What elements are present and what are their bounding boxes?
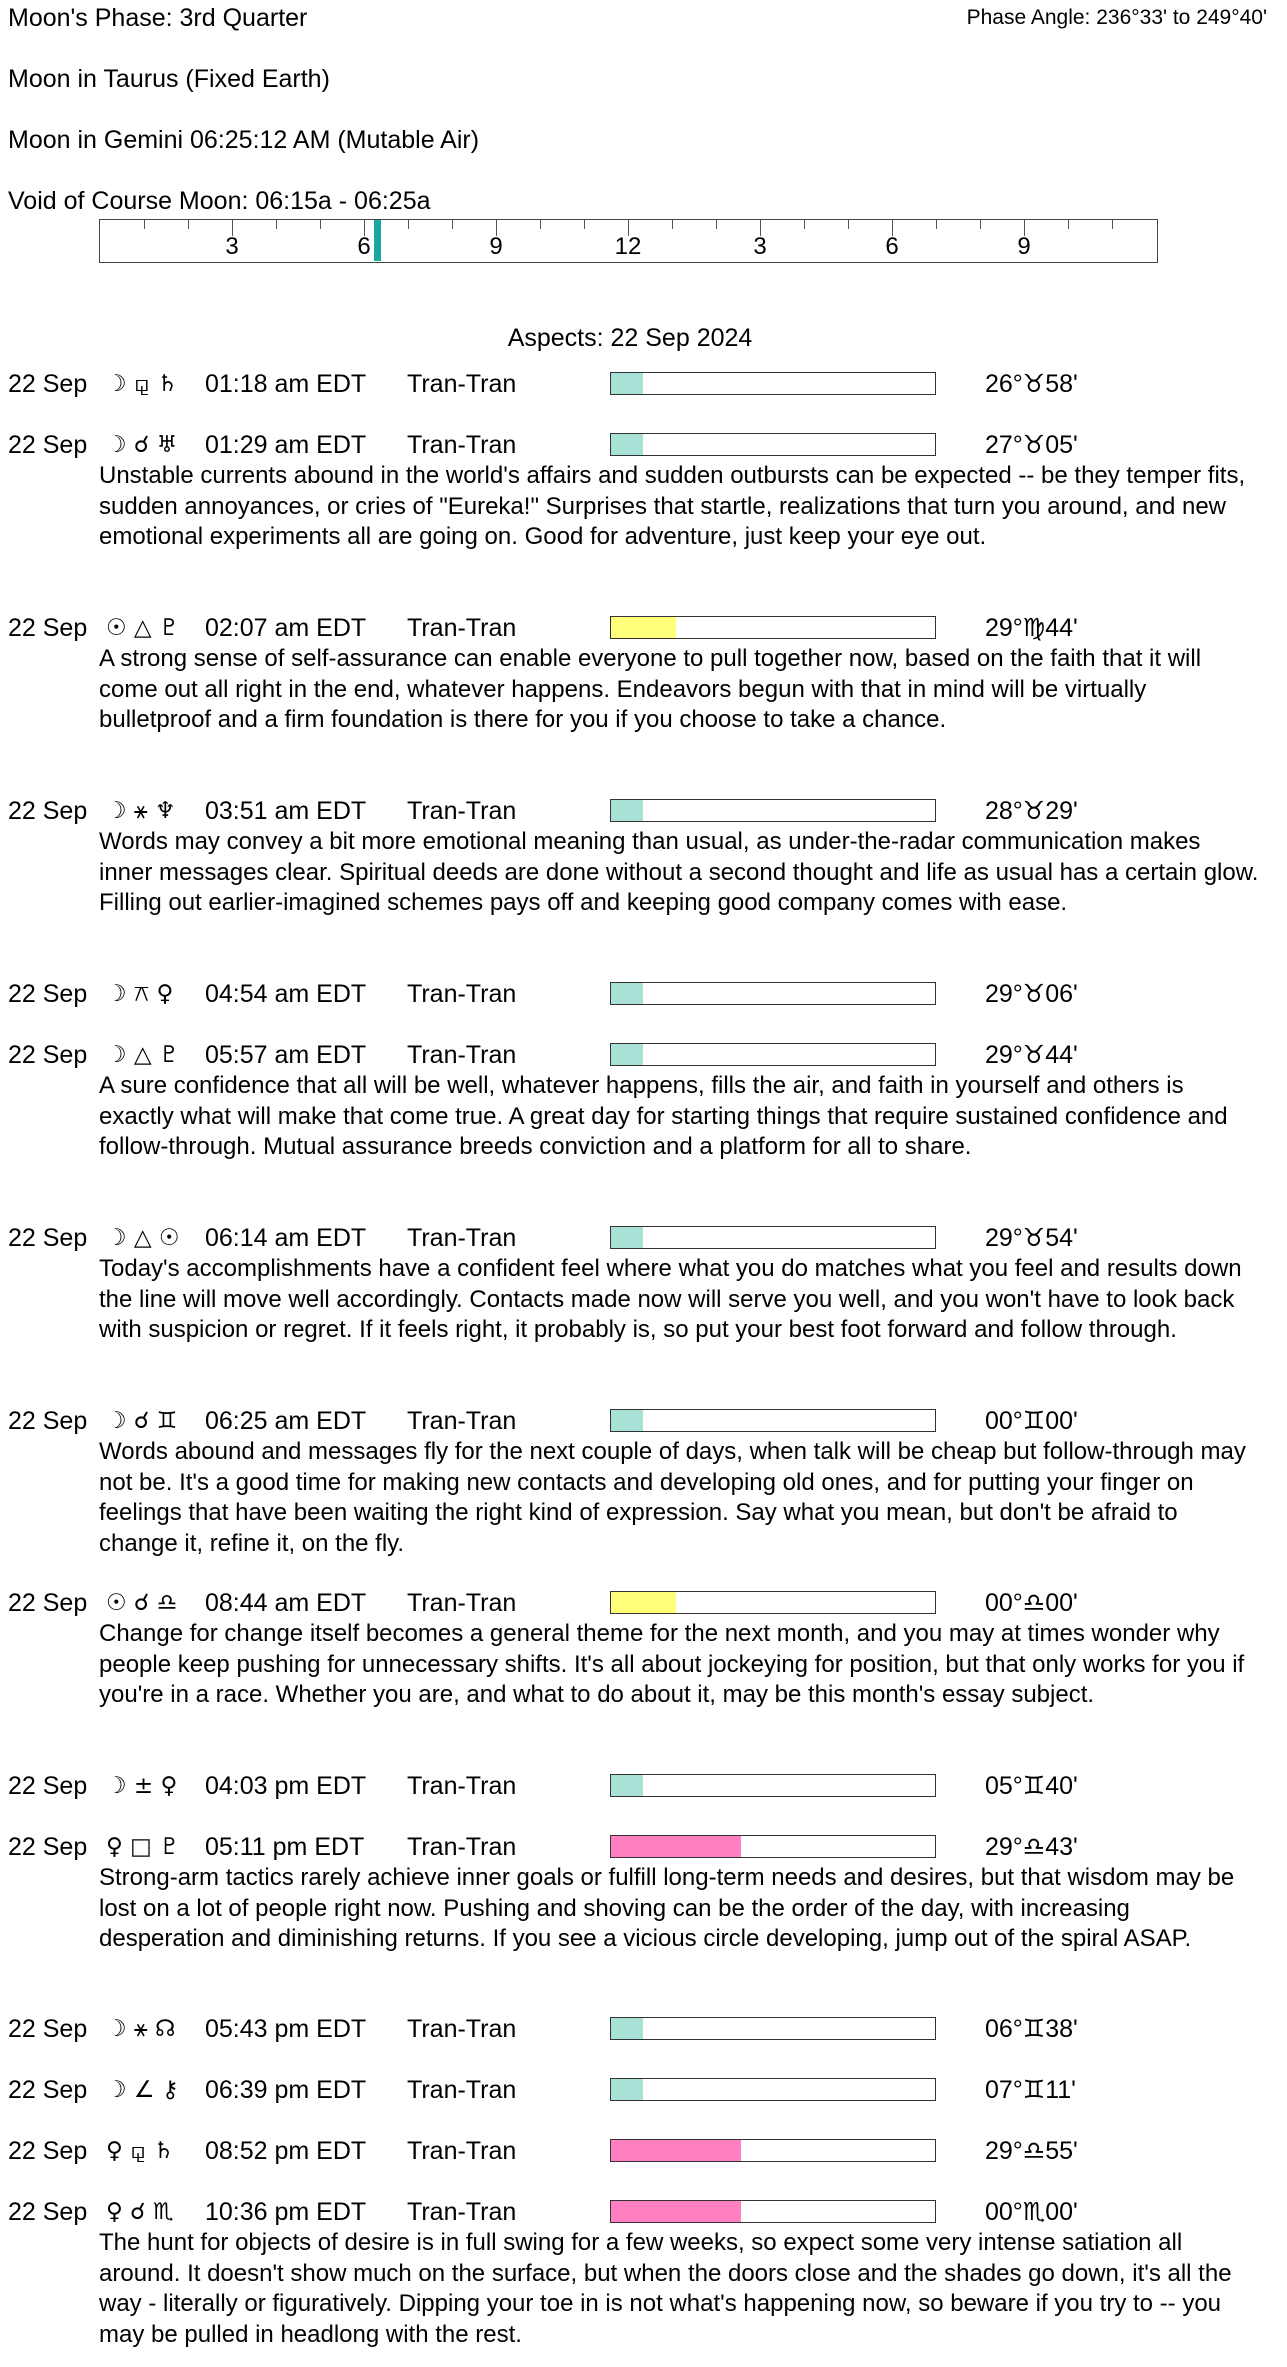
aspect-date: 22 Sep <box>8 797 88 825</box>
aspect-position: 29°♉06' <box>985 980 1078 1008</box>
aspect-row <box>0 2135 1287 2167</box>
aspect-position: 05°♊40' <box>985 1772 1078 1800</box>
aspect-entry <box>0 612 1287 736</box>
strength-bar <box>610 372 936 395</box>
aspect-position: 00°♏00' <box>985 2198 1078 2226</box>
aspect-type: Tran-Tran <box>407 1224 517 1252</box>
timeline-tick <box>1112 220 1113 229</box>
aspect-entry <box>0 1222 1287 1346</box>
aspect-type: Tran-Tran <box>407 1772 517 1800</box>
strength-bar <box>610 433 936 456</box>
strength-bar <box>610 1774 936 1797</box>
aspect-entry <box>0 1039 1287 1163</box>
aspect-time: 03:51 am EDT <box>205 797 367 825</box>
aspect-type: Tran-Tran <box>407 1407 517 1435</box>
aspect-glyph-icon: ☽ ⚻ ♀ <box>106 981 174 1007</box>
aspect-type: Tran-Tran <box>407 1833 517 1861</box>
aspect-time: 04:03 pm EDT <box>205 1772 367 1800</box>
aspect-entry <box>0 2135 1287 2167</box>
aspect-glyph-icon: ☽ △ ♇ <box>106 1042 180 1068</box>
aspect-date: 22 Sep <box>8 2198 88 2226</box>
strength-bar <box>610 1591 936 1614</box>
aspect-date: 22 Sep <box>8 980 88 1008</box>
strength-bar-fill <box>611 434 643 455</box>
aspect-date: 22 Sep <box>8 1407 88 1435</box>
aspect-description: Change for change itself becomes a general theme for the next month, and you may at times wonder why people keep pushing for unnecessary shifts. It's all about jockeying for position, but that only works for you if you're in a race. Whether you are, and what to do about it, may be this month's essay subject. <box>99 1620 1245 1708</box>
aspect-type: Tran-Tran <box>407 2137 517 2165</box>
timeline-tick <box>980 220 981 229</box>
aspect-glyph-icon: ☽ ☌ ♅ <box>106 432 178 458</box>
timeline-tick <box>188 220 189 229</box>
aspect-entry <box>0 2013 1287 2045</box>
aspect-type: Tran-Tran <box>407 370 517 398</box>
aspect-type: Tran-Tran <box>407 614 517 642</box>
timeline-tick <box>452 220 453 229</box>
aspect-position: 29°♎43' <box>985 1833 1078 1861</box>
aspect-position: 07°♊11' <box>985 2076 1076 2104</box>
aspect-date: 22 Sep <box>8 2137 88 2165</box>
aspect-description: Unstable currents abound in the world's affairs and sudden outbursts can be expected -- be they temper fits, sudden annoyances, or cries of "Eureka!" Surprises that startle, realizations that turn you around, and new emotional experiments all are going on. Good for adventure, just keep your eye out. <box>99 462 1246 550</box>
aspect-time: 05:57 am EDT <box>205 1041 367 1069</box>
aspect-position: 06°♊38' <box>985 2015 1078 2043</box>
aspect-entry <box>0 368 1287 400</box>
aspect-type: Tran-Tran <box>407 2198 517 2226</box>
aspect-row <box>0 1770 1287 1802</box>
aspect-row <box>0 1222 1287 1254</box>
strength-bar <box>610 1835 936 1858</box>
strength-bar-fill <box>611 1227 643 1248</box>
aspect-time: 06:39 pm EDT <box>205 2076 367 2104</box>
strength-bar-fill <box>611 1044 643 1065</box>
aspect-date: 22 Sep <box>8 370 88 398</box>
aspect-entry <box>0 1405 1287 1559</box>
aspect-description: Words abound and messages fly for the next couple of days, when talk will be cheap but follow-through may not be. It's a good time for making new contacts and developing old ones, and for putting your finger on feelings that have been waiting the right kind of expression. Say what you mean, but don't be afraid to change it, refine it, on the fly. <box>99 1438 1246 1557</box>
aspect-type: Tran-Tran <box>407 2076 517 2104</box>
aspect-row <box>0 2196 1287 2228</box>
aspect-row <box>0 2074 1287 2106</box>
aspect-time: 02:07 am EDT <box>205 614 367 642</box>
strength-bar-fill <box>611 1775 643 1796</box>
strength-bar-fill <box>611 1592 676 1613</box>
moon-phase: Moon's Phase: 3rd Quarter <box>8 4 308 32</box>
void-of-course: Void of Course Moon: 06:15a - 06:25a <box>8 187 431 215</box>
aspect-entry <box>0 2074 1287 2106</box>
aspect-position: 29°♎55' <box>985 2137 1078 2165</box>
aspect-type: Tran-Tran <box>407 797 517 825</box>
strength-bar <box>610 1226 936 1249</box>
timeline-label: 3 <box>225 233 239 260</box>
timeline-tick <box>320 220 321 229</box>
aspect-date: 22 Sep <box>8 1772 88 1800</box>
aspect-row <box>0 978 1287 1010</box>
aspect-entry <box>0 978 1287 1010</box>
aspect-date: 22 Sep <box>8 1833 88 1861</box>
aspect-date: 22 Sep <box>8 2015 88 2043</box>
timeline-label: 6 <box>885 233 899 260</box>
strength-bar <box>610 799 936 822</box>
aspect-type: Tran-Tran <box>407 431 517 459</box>
moon-sign-gemini: Moon in Gemini 06:25:12 AM (Mutable Air) <box>8 126 480 154</box>
strength-bar-fill <box>611 2079 643 2100</box>
strength-bar-fill <box>611 2201 741 2222</box>
aspect-time: 06:25 am EDT <box>205 1407 367 1435</box>
aspects-title: Aspects: 22 Sep 2024 <box>507 324 753 352</box>
timeline-label: 3 <box>753 233 767 260</box>
aspect-position: 28°♉29' <box>985 797 1078 825</box>
timeline-tick <box>936 220 937 229</box>
strength-bar <box>610 1043 936 1066</box>
strength-bar <box>610 982 936 1005</box>
void-marker <box>374 220 381 261</box>
timeline-label: 9 <box>1017 233 1031 260</box>
aspect-row <box>0 1587 1287 1619</box>
timeline-tick <box>716 220 717 229</box>
aspect-position: 29°♉54' <box>985 1224 1078 1252</box>
strength-bar-fill <box>611 2140 741 2161</box>
aspect-glyph-icon: ☽ ⚹ ♆ <box>106 798 176 824</box>
aspect-time: 08:52 pm EDT <box>205 2137 367 2165</box>
strength-bar-fill <box>611 1836 741 1857</box>
timeline-tick <box>672 220 673 229</box>
aspect-entry <box>0 429 1287 553</box>
strength-bar <box>610 2078 936 2101</box>
aspect-date: 22 Sep <box>8 431 88 459</box>
timeline-tick <box>1068 220 1069 229</box>
aspect-time: 01:29 am EDT <box>205 431 367 459</box>
aspect-glyph-icon: ☉ ☌ ♎ <box>106 1590 178 1616</box>
aspect-glyph-icon: ☉ △ ♇ <box>106 615 180 641</box>
strength-bar <box>610 616 936 639</box>
aspect-description: Words may convey a bit more emotional meaning than usual, as under-the-radar communication makes inner messages clear. Spiritual deeds are done without a second thought and life as usual has a certain glow. Filling out earlier-imagined schemes pays off and keeping good company comes with ease. <box>99 828 1259 916</box>
aspect-date: 22 Sep <box>8 1224 88 1252</box>
aspect-glyph-icon: ☽ ☌ ♊ <box>106 1408 178 1434</box>
aspect-type: Tran-Tran <box>407 980 517 1008</box>
aspect-description: Strong-arm tactics rarely achieve inner goals or fulfill long-term needs and desires, but that wisdom may be lost on a lot of people right now. Pushing and shoving can be the order of the day, with increasing desperation and diminishing returns. If you see a vicious circle developing, jump out of the spiral ASAP. <box>99 1864 1235 1952</box>
aspect-row <box>0 795 1287 827</box>
timeline-tick <box>144 220 145 229</box>
strength-bar-fill <box>611 1410 643 1431</box>
aspect-entry <box>0 1831 1287 1955</box>
aspect-date: 22 Sep <box>8 1041 88 1069</box>
strength-bar-fill <box>611 800 643 821</box>
timeline-tick <box>408 220 409 229</box>
aspect-entry <box>0 795 1287 919</box>
aspect-time: 04:54 am EDT <box>205 980 367 1008</box>
aspect-description: A sure confidence that all will be well, whatever happens, fills the air, and faith in yourself and others is exactly what will make that come true. A great day for starting things that require sustained confidence and follow-through. Mutual assurance breeds conviction and a platform for all to share. <box>99 1072 1228 1160</box>
aspect-entry <box>0 2196 1287 2350</box>
moon-sign-taurus: Moon in Taurus (Fixed Earth) <box>8 65 330 93</box>
aspect-glyph-icon: ☽ ± ♀ <box>106 1773 178 1799</box>
timeline-label: 12 <box>614 233 642 260</box>
aspect-row <box>0 1405 1287 1437</box>
aspect-position: 29°♉44' <box>985 1041 1078 1069</box>
aspect-position: 27°♉05' <box>985 431 1078 459</box>
aspect-glyph-icon: ☽ ∠ ⚷ <box>106 2077 179 2103</box>
aspect-glyph-icon: ♀ ☌ ♏ <box>106 2199 174 2225</box>
timeline-tick <box>848 220 849 229</box>
aspect-type: Tran-Tran <box>407 1589 517 1617</box>
aspect-description: Today's accomplishments have a confident feel where what you do matches what you feel and results down the line will move well accordingly. Contacts made now will serve you well, and you won't have to look back with suspicion or regret. If it feels right, it probably is, so put your best foot forward and follow through. <box>99 1255 1242 1343</box>
strength-bar <box>610 2017 936 2040</box>
aspect-glyph-icon: ☽ △ ☉ <box>106 1225 180 1251</box>
timeline-tick <box>276 220 277 229</box>
aspect-glyph-icon: ♀ ⚼ ♄ <box>106 2138 174 2164</box>
aspect-date: 22 Sep <box>8 2076 88 2104</box>
aspect-position: 00°♊00' <box>985 1407 1078 1435</box>
phase-angle: Phase Angle: 236°33' to 249°40' <box>966 6 1267 29</box>
aspect-glyph-icon: ♀ □ ♇ <box>106 1834 180 1860</box>
aspect-row <box>0 368 1287 400</box>
aspect-glyph-icon: ☽ ⚹ ☊ <box>106 2016 176 2042</box>
aspect-glyph-icon: ☽ ⚼ ♄ <box>106 371 178 397</box>
aspect-time: 01:18 am EDT <box>205 370 367 398</box>
timeline-label: 9 <box>489 233 503 260</box>
aspect-row <box>0 2013 1287 2045</box>
void-timeline <box>99 219 1158 263</box>
strength-bar-fill <box>611 373 643 394</box>
timeline-tick <box>584 220 585 229</box>
aspect-row <box>0 429 1287 461</box>
aspect-type: Tran-Tran <box>407 1041 517 1069</box>
aspect-row <box>0 1831 1287 1863</box>
aspect-time: 10:36 pm EDT <box>205 2198 367 2226</box>
strength-bar-fill <box>611 617 676 638</box>
aspect-description: The hunt for objects of desire is in full swing for a few weeks, so expect some very intense satiation all around. It doesn't show much on the surface, but when the doors close and the shades go down, it's all the way - literally or figuratively. Dipping your toe in is not what's happening now, so beware if you try to -- you may be pulled in headlong with the rest. <box>99 2229 1232 2348</box>
strength-bar <box>610 1409 936 1432</box>
aspect-type: Tran-Tran <box>407 2015 517 2043</box>
aspect-time: 06:14 am EDT <box>205 1224 367 1252</box>
aspect-position: 29°♍44' <box>985 614 1078 642</box>
timeline-label: 6 <box>357 233 371 260</box>
aspect-time: 08:44 am EDT <box>205 1589 367 1617</box>
aspect-row <box>0 1039 1287 1071</box>
strength-bar <box>610 2200 936 2223</box>
strength-bar-fill <box>611 2018 643 2039</box>
strength-bar <box>610 2139 936 2162</box>
aspect-entry <box>0 1587 1287 1711</box>
aspect-description: A strong sense of self-assurance can enable everyone to pull together now, based on the faith that it will come out all right in the end, whatever happens. Endeavors begun with that in mind will be virtually bulletproof and a firm foundation is there for you if you choose to take a chance. <box>99 645 1202 733</box>
aspect-position: 26°♉58' <box>985 370 1078 398</box>
timeline-tick <box>540 220 541 229</box>
aspect-time: 05:11 pm EDT <box>205 1833 365 1861</box>
timeline-tick <box>804 220 805 229</box>
aspect-entry <box>0 1770 1287 1802</box>
aspect-time: 05:43 pm EDT <box>205 2015 367 2043</box>
aspect-position: 00°♎00' <box>985 1589 1078 1617</box>
aspect-row <box>0 612 1287 644</box>
aspect-date: 22 Sep <box>8 614 88 642</box>
aspect-date: 22 Sep <box>8 1589 88 1617</box>
strength-bar-fill <box>611 983 643 1004</box>
